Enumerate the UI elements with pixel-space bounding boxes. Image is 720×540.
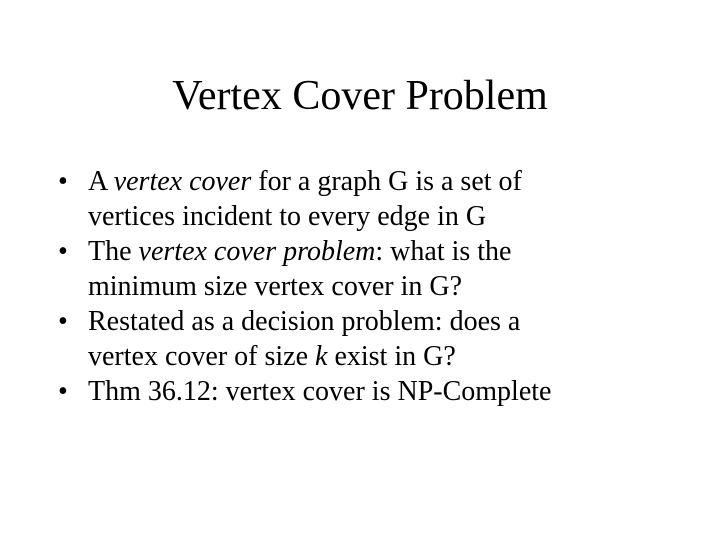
bullet-item (58, 234, 658, 304)
bullet-text: A (88, 166, 114, 197)
bullet-item (58, 304, 658, 374)
bullet-item (58, 374, 658, 409)
bullet-text-italic: vertex cover (113, 166, 252, 197)
bullet-text: exist in G? (327, 341, 456, 372)
bullet-continuation (88, 199, 658, 234)
bullet-text: : what is the (375, 236, 512, 267)
bullet-text: for a graph G is a set of (251, 166, 522, 197)
bullet-marker: • (58, 306, 68, 337)
bullet-list (58, 164, 658, 409)
bullet-marker: • (58, 376, 68, 407)
bullet-line (88, 304, 658, 339)
bullet-text: The (88, 236, 139, 267)
bullet-marker: • (58, 166, 68, 197)
bullet-text-italic: vertex cover problem (138, 236, 376, 267)
bullet-line (88, 164, 658, 199)
bullet-text: Thm 36.12: vertex cover is NP-Complete (88, 376, 552, 407)
bullet-continuation (88, 269, 658, 304)
bullet-text: minimum size vertex cover in G? (88, 271, 462, 302)
bullet-continuation (88, 339, 658, 374)
bullet-text: Restated as a decision problem: does a (88, 306, 521, 337)
slide-title: Vertex Cover Problem (172, 73, 548, 119)
bullet-text: vertex cover of size (88, 341, 315, 372)
bullet-line (88, 374, 658, 409)
bullet-item (58, 164, 658, 234)
bullet-text-italic: k (315, 341, 328, 372)
bullet-line (88, 234, 658, 269)
bullet-marker: • (58, 236, 68, 267)
bullet-text: vertices incident to every edge in G (88, 201, 487, 232)
